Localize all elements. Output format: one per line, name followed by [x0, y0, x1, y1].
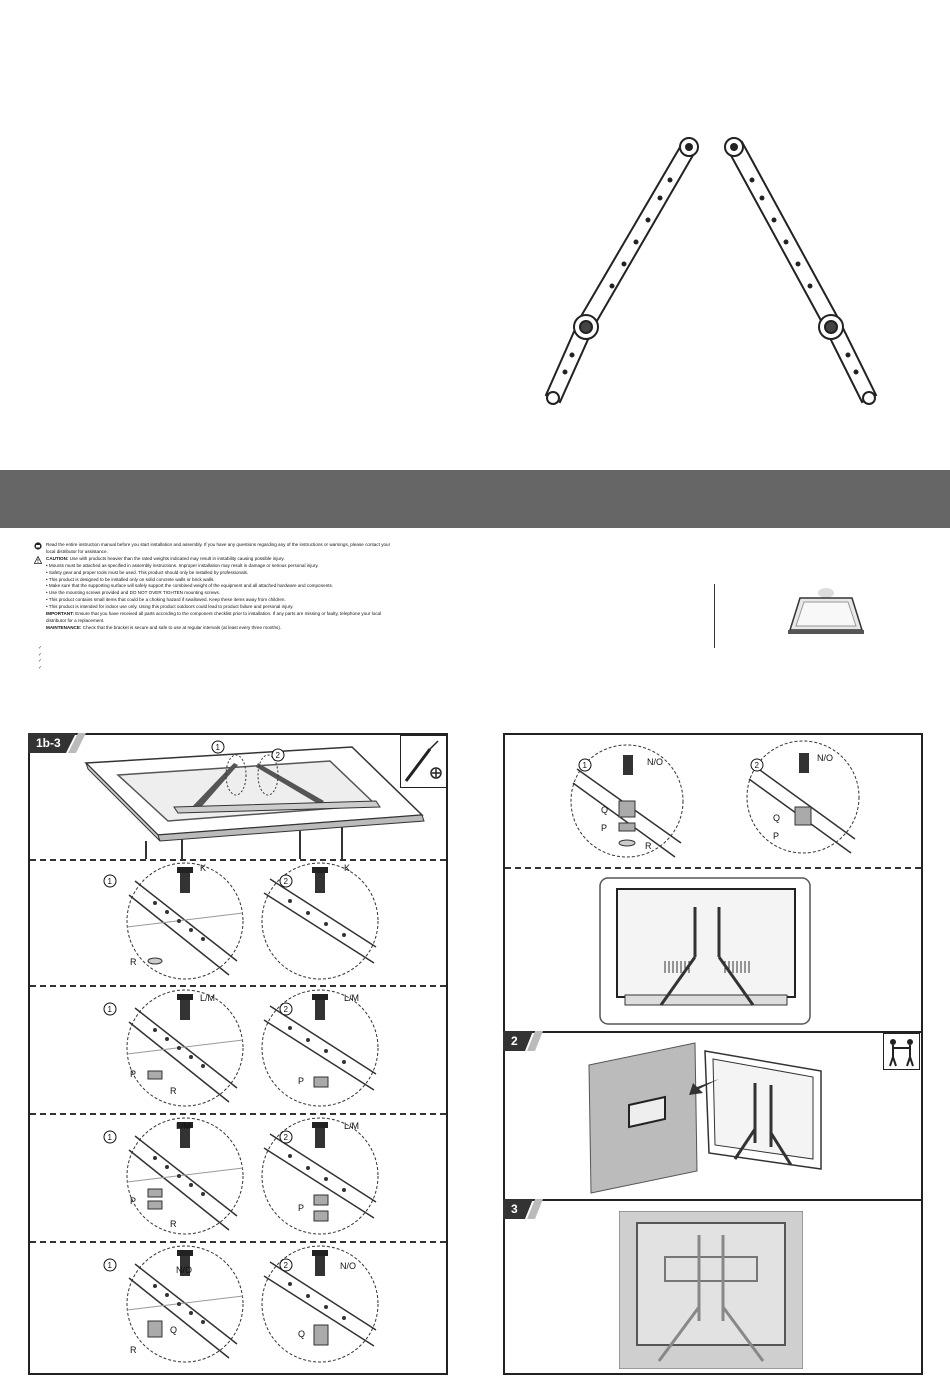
- marker-1: 1: [107, 1261, 112, 1270]
- step-label-2: 2: [503, 1031, 518, 1051]
- read-manual-icon: [34, 542, 42, 550]
- tick-4: ✓: [38, 664, 43, 671]
- part-label-p: P: [773, 831, 780, 841]
- part-label-r: R: [130, 957, 137, 967]
- caution-label: CAUTION:: [46, 555, 69, 561]
- part-label-r: R: [170, 1086, 177, 1096]
- part-label-no: N/O: [647, 757, 664, 767]
- step-label-1b-3: 1b-3: [28, 733, 61, 753]
- divider-solid: [505, 1031, 921, 1033]
- two-person-icon: [883, 1033, 921, 1071]
- part-label-p: P: [298, 1076, 305, 1086]
- part-label-lm: L/M: [200, 993, 216, 1003]
- tv-stand-icon: [782, 584, 866, 640]
- important-text: Ensure that you have received all parts according to the component checklist prior to installation. If any parts are missing or faulty, telephone your local: [75, 611, 382, 617]
- warning-icon: [34, 556, 42, 564]
- tools-box: [400, 735, 448, 789]
- marker-2: 2: [283, 877, 288, 886]
- part-label-r: R: [170, 1219, 177, 1229]
- bullet-4: • Make sure that the supporting surface will safely support the combined weight of the equipment and all attached hardware and components.: [46, 583, 334, 589]
- tv-rear-view: [599, 877, 811, 1025]
- mount-tv-on-wall-scene: [585, 1039, 837, 1195]
- marker-1: 1: [582, 761, 587, 770]
- marker-2: 2: [283, 1133, 288, 1142]
- safety-instructions: [34, 542, 454, 632]
- part-label-no: N/O: [817, 753, 834, 763]
- mounted-tv-rear-scene: [619, 1211, 803, 1369]
- tick-2: ✓: [38, 651, 43, 658]
- tv-on-table-scene: [30, 735, 446, 859]
- section-header-band: [0, 470, 950, 528]
- intro-text-2: local distributor for assistance.: [46, 548, 108, 554]
- part-label-lm: L/M: [344, 1121, 360, 1131]
- marker-2: 2: [283, 1261, 288, 1270]
- part-label-p: P: [298, 1203, 305, 1213]
- vertical-divider: [714, 584, 715, 648]
- part-label-r: R: [645, 841, 652, 851]
- marker-1: 1: [107, 877, 112, 886]
- part-label-lm: L/M: [176, 1121, 192, 1131]
- marker-1: 1: [107, 1005, 112, 1014]
- intro-text: Read the entire instruction manual before you start installation and assembly. If you have any questions regarding any of the instructions or warnings, please contact your: [46, 542, 391, 547]
- marker-2: 2: [754, 761, 759, 770]
- maintenance-text: Check that the bracket is secure and safe to use at regular intervals (at least every three months).: [82, 624, 282, 630]
- part-label-p: P: [130, 1196, 137, 1206]
- tick-3: ✓: [38, 658, 43, 664]
- bullet-3: • This product is designed to be installed only on solid concrete walls or brick walls.: [46, 576, 215, 582]
- detail-circles-left: [30, 859, 446, 1371]
- part-label-k: K: [200, 863, 207, 873]
- left-bracket: [546, 138, 698, 404]
- part-label-q: Q: [298, 1329, 306, 1339]
- marker-1: 1: [107, 1133, 112, 1142]
- marker-2: 2: [275, 751, 280, 760]
- left-instruction-panel: [28, 733, 448, 1375]
- bullet-2: • Safety gear and proper tools must be used. This product should only be installed by professionals.: [46, 569, 249, 575]
- part-label-lm: L/M: [344, 993, 360, 1003]
- important-text-2: distributor for a replacement.: [46, 617, 105, 623]
- part-label-no: N/O: [176, 1265, 193, 1275]
- bracket-illustration: [520, 130, 900, 420]
- marker-1: 1: [215, 743, 220, 752]
- part-label-q: Q: [601, 805, 609, 815]
- part-label-p: P: [601, 823, 608, 833]
- detail-circles-right: [505, 735, 921, 867]
- right-instruction-panel: [503, 733, 923, 1375]
- divider-dashed: [505, 867, 921, 869]
- part-label-q: Q: [170, 1325, 178, 1335]
- tick-1: ✓: [38, 645, 43, 651]
- caution-text: Use with products heavier than the rated weights indicated may result in instability causing possible injury.: [69, 555, 285, 561]
- bullet-7: • This product is intended for indoor use only. Using this product outdoors could lead to product failure and personal injury.: [46, 604, 294, 610]
- part-label-r: R: [130, 1345, 137, 1355]
- bullet-6: • This product contains small items that could be a choking hazard if swallowed. Keep these items away from children.: [46, 597, 286, 603]
- maintenance-label: MAINTENANCE:: [46, 624, 82, 630]
- bullet-1: • Mounts must be attached as specified in assembly instructions. Improper installation may result in damage or serious personal injury.: [46, 562, 319, 568]
- marker-2: 2: [283, 1005, 288, 1014]
- bullet-5: • Use the mounting screws provided and DO NOT OVER TIGHTEN mounting screws.: [46, 590, 221, 596]
- tick-list: [38, 645, 42, 671]
- important-label: IMPORTANT:: [46, 611, 74, 617]
- part-label-no: N/O: [340, 1261, 357, 1271]
- part-label-p: P: [130, 1069, 137, 1079]
- divider-solid: [505, 1199, 921, 1201]
- part-label-q: Q: [773, 813, 781, 823]
- step-label-3: 3: [503, 1199, 518, 1219]
- part-label-k: K: [344, 863, 351, 873]
- right-bracket: [725, 138, 876, 404]
